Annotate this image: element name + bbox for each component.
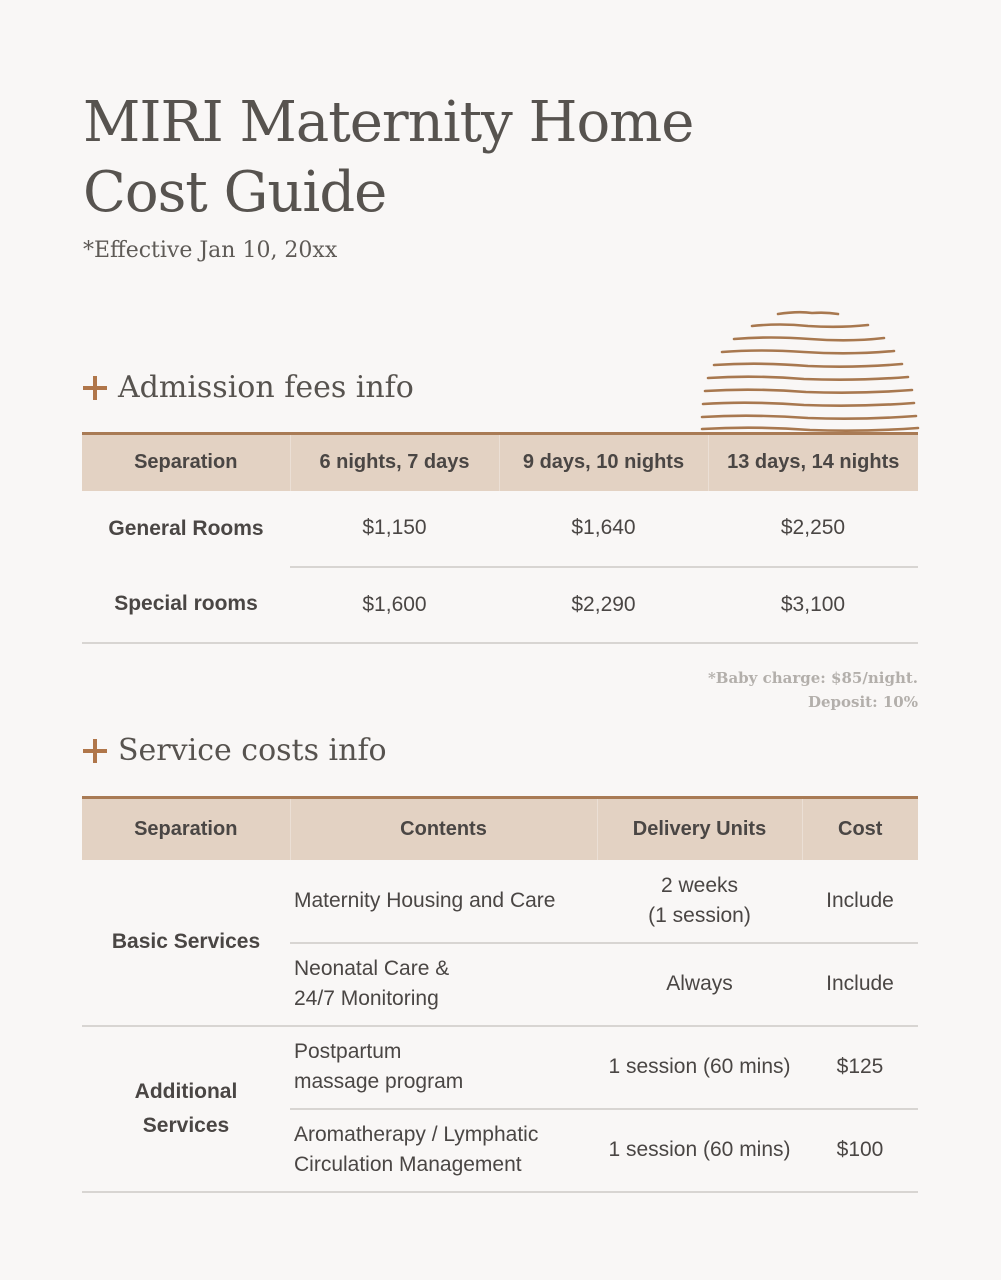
row-label: Special rooms [82,567,290,643]
price-cell: $3,100 [708,567,918,643]
contents-cell [290,943,597,1026]
contents-line: Circulation Management [294,1153,522,1176]
units-line: 2 weeks [660,873,739,897]
group-label [82,1026,290,1192]
row-label: General Rooms [108,516,264,540]
units-cell [597,1026,802,1109]
units-line: Always [666,972,733,995]
admission-note [708,666,918,714]
cost-cell: Include [802,943,918,1026]
column-header: Contents [290,798,597,860]
column-header: 6 nights, 7 days [290,434,499,491]
admission-fees-table [82,432,918,644]
title-line-1: MIRI Maternity Home [83,90,694,155]
price-cell: $1,640 [499,491,708,567]
units-line: (1 session) [648,903,751,927]
units-line: 1 session (60 mins) [608,1138,791,1161]
group-label-line: Services [142,1113,230,1137]
admission-header-row [82,434,918,491]
column-header: Separation [82,798,290,860]
contents-cell [290,1026,597,1109]
column-header: 13 days, 14 nights [708,434,918,491]
contents-line: massage program [294,1070,464,1093]
table-row [82,1026,918,1109]
group-label: Basic Services [82,860,290,1026]
units-cell [597,1109,802,1192]
plus-icon [83,739,107,763]
price-cell: $2,290 [499,567,708,643]
table-row [82,860,918,943]
group-label-line: Additional [134,1079,238,1103]
page-title [83,88,693,228]
column-header: Cost [802,798,918,860]
price-cell: $1,150 [290,491,499,567]
units-cell [597,943,802,1026]
price-cell: $2,250 [708,491,918,567]
title-line-2: Cost Guide [83,160,387,225]
contents-line: Maternity Housing and Care [294,888,556,912]
contents-line: Aromatherapy / Lymphatic [294,1123,539,1146]
column-header: Separation [82,434,290,491]
sun-lines-decoration [700,308,920,432]
effective-date: *Effective Jan 10, 20xx [83,238,338,263]
contents-cell [290,860,597,943]
services-heading [83,733,387,768]
contents-line: 24/7 Monitoring [294,987,439,1010]
table-row [82,567,918,643]
price-cell: $1,600 [290,567,499,643]
contents-cell [290,1109,597,1192]
admission-heading-text: Admission fees info [118,370,414,405]
baby-charge-note: *Baby charge: $85/night. [707,669,918,687]
cost-cell: $100 [802,1109,918,1192]
units-line: 1 session (60 mins) [608,1055,791,1078]
column-header: Delivery Units [597,798,802,860]
contents-line: Postpartum [294,1040,402,1063]
cost-cell: $125 [802,1026,918,1109]
column-header: 9 days, 10 nights [499,434,708,491]
plus-icon [83,376,107,400]
services-heading-text: Service costs info [118,733,387,768]
deposit-note: Deposit: 10% [807,693,918,711]
admission-heading [83,370,414,405]
table-row [82,491,918,567]
contents-line: Neonatal Care & [294,957,450,980]
units-cell [597,860,802,943]
service-costs-table [82,796,918,1193]
cost-cell: Include [802,860,918,943]
services-header-row [82,798,918,860]
